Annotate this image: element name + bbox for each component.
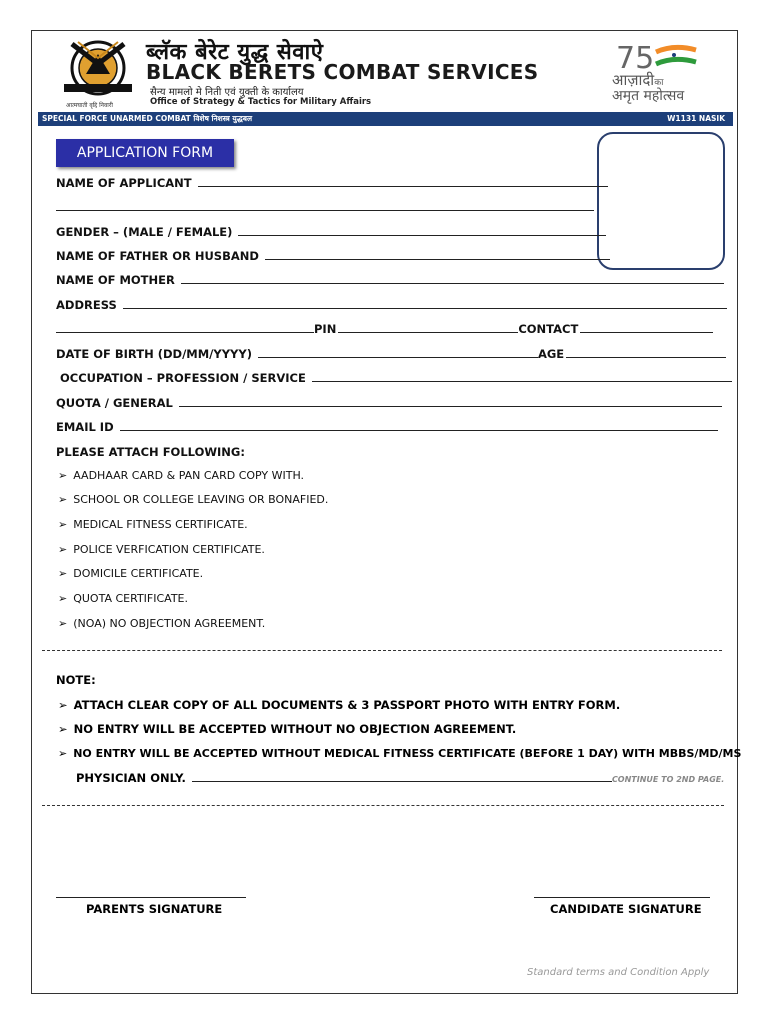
azadi-line2: अमृत महोत्सव (612, 88, 685, 104)
quota-label: QUOTA / GENERAL (56, 396, 173, 410)
email-label: EMAIL ID (56, 420, 114, 434)
dob-line[interactable] (258, 357, 538, 358)
bullet-arrow-icon: ➢ (58, 592, 68, 605)
email-line[interactable] (120, 430, 718, 431)
candidate-signature-label: CANDIDATE SIGNATURE (550, 902, 702, 916)
mother-label: NAME OF MOTHER (56, 273, 175, 287)
attachment-item: ➢ QUOTA CERTIFICATE. (58, 592, 188, 605)
gender-label: GENDER – (MALE / FEMALE) (56, 225, 233, 239)
applicant-name-row (56, 176, 608, 190)
flag-75-icon (608, 40, 708, 74)
bullet-arrow-icon: ➢ (58, 518, 68, 531)
attachment-item: ➢ MEDICAL FITNESS CERTIFICATE. (58, 518, 248, 531)
attachment-item: ➢ POLICE VERFICATION CERTIFICATE. (58, 543, 265, 556)
application-form-heading: APPLICATION FORM (56, 139, 234, 167)
contact-label: CONTACT (518, 322, 579, 336)
email-row (56, 420, 718, 434)
azadi-ka-amrit-mahotsav-logo (608, 40, 708, 102)
pin-contact-row (56, 322, 713, 336)
mother-row (56, 273, 724, 287)
dob-label: DATE OF BIRTH (DD/MM/YYYY) (56, 347, 252, 361)
banner-right-text: W1131 NASIK (667, 114, 725, 123)
bullet-arrow-icon: ➢ (58, 493, 68, 506)
father-row (56, 249, 610, 263)
gender-line[interactable] (238, 235, 606, 236)
bullet-arrow-icon: ➢ (58, 747, 68, 760)
applicant-name-row-2 (56, 200, 594, 214)
physician-label: PHYSICIAN ONLY. (76, 771, 186, 785)
age-line[interactable] (566, 357, 726, 358)
father-label: NAME OF FATHER OR HUSBAND (56, 249, 259, 263)
azadi-ka: का (654, 78, 664, 88)
address-line-2[interactable] (56, 332, 314, 333)
azadi-line1: आज़ादी (612, 71, 655, 89)
bullet-arrow-icon: ➢ (58, 543, 68, 556)
applicant-name-label: NAME OF APPLICANT (56, 176, 192, 190)
subtitle-hindi: सैन्य मामलो मे निती एवं युक्ती के कार्यालय (150, 87, 304, 98)
bullet-arrow-icon: ➢ (58, 617, 68, 630)
logo-75-number: 75 (616, 41, 655, 74)
note-heading: NOTE: (56, 673, 96, 687)
candidate-signature-line[interactable] (534, 897, 710, 898)
address-label: ADDRESS (56, 298, 117, 312)
continue-note: CONTINUE TO 2ND PAGE. (611, 775, 725, 784)
subtitle-english: Office of Strategy & Tactics for Military Affairs (150, 97, 372, 107)
attachment-item: ➢ SCHOOL OR COLLEGE LEAVING OR BONAFIED. (58, 493, 329, 506)
attachment-item: ➢ (NOA) NO OBJECTION AGREEMENT. (58, 617, 266, 630)
note-item: ➢ NO ENTRY WILL BE ACCEPTED WITHOUT MEDICAL FITNESS CERTIFICATE (BEFORE 1 DAY) WITH MBBS/MD/MS (58, 747, 742, 760)
physician-line[interactable] (192, 781, 612, 782)
title-english: BLACK BERETS COMBAT SERVICES (146, 60, 539, 84)
bullet-arrow-icon: ➢ (58, 469, 68, 482)
attach-heading: PLEASE ATTACH FOLLOWING: (56, 445, 245, 459)
bullet-arrow-icon: ➢ (58, 722, 68, 736)
mother-line[interactable] (181, 283, 724, 284)
pin-line[interactable] (338, 332, 518, 333)
pin-label: PIN (314, 322, 337, 336)
age-label: AGE (537, 347, 565, 361)
quota-line[interactable] (179, 406, 722, 407)
photo-box[interactable] (597, 132, 725, 270)
bullet-arrow-icon: ➢ (58, 698, 68, 712)
gender-row (56, 225, 606, 239)
header-banner (38, 112, 733, 126)
banner-left-text: SPECIAL FORCE UNARMED COMBAT विशेष निशस्त्र युद्धबल (42, 114, 253, 123)
note-item: ➢ ATTACH CLEAR COPY OF ALL DOCUMENTS & 3 PASSPORT PHOTO WITH ENTRY FORM. (58, 698, 621, 712)
father-line[interactable] (265, 259, 610, 260)
note-item: ➢ NO ENTRY WILL BE ACCEPTED WITHOUT NO OBJECTION AGREEMENT. (58, 722, 517, 736)
emblem-caption: आत्मघाती वृद्दि निवारी (66, 102, 113, 109)
address-line[interactable] (123, 308, 727, 309)
bullet-arrow-icon: ➢ (58, 567, 68, 580)
section-divider (42, 650, 722, 651)
physician-row (76, 771, 724, 785)
black-berets-emblem-icon (58, 34, 138, 98)
address-row (56, 298, 727, 312)
terms-footer: Standard terms and Condition Apply (527, 967, 710, 978)
section-divider (42, 805, 724, 806)
attachment-item: ➢ AADHAAR CARD & PAN CARD COPY WITH. (58, 469, 305, 482)
parents-signature-line[interactable] (56, 897, 246, 898)
applicant-name-line[interactable] (198, 186, 608, 187)
occupation-row (60, 371, 732, 385)
contact-line[interactable] (580, 332, 713, 333)
occupation-line[interactable] (312, 381, 732, 382)
applicant-name-line-2[interactable] (56, 210, 594, 211)
title-hindi: ब्लॅक बेरेट युद्ध सेवाऐ (146, 40, 324, 65)
attachment-item: ➢ DOMICILE CERTIFICATE. (58, 567, 204, 580)
quota-row (56, 396, 722, 410)
occupation-label: OCCUPATION – PROFESSION / SERVICE (60, 371, 306, 385)
dob-age-row (56, 347, 726, 361)
parents-signature-label: PARENTS SIGNATURE (86, 902, 223, 916)
